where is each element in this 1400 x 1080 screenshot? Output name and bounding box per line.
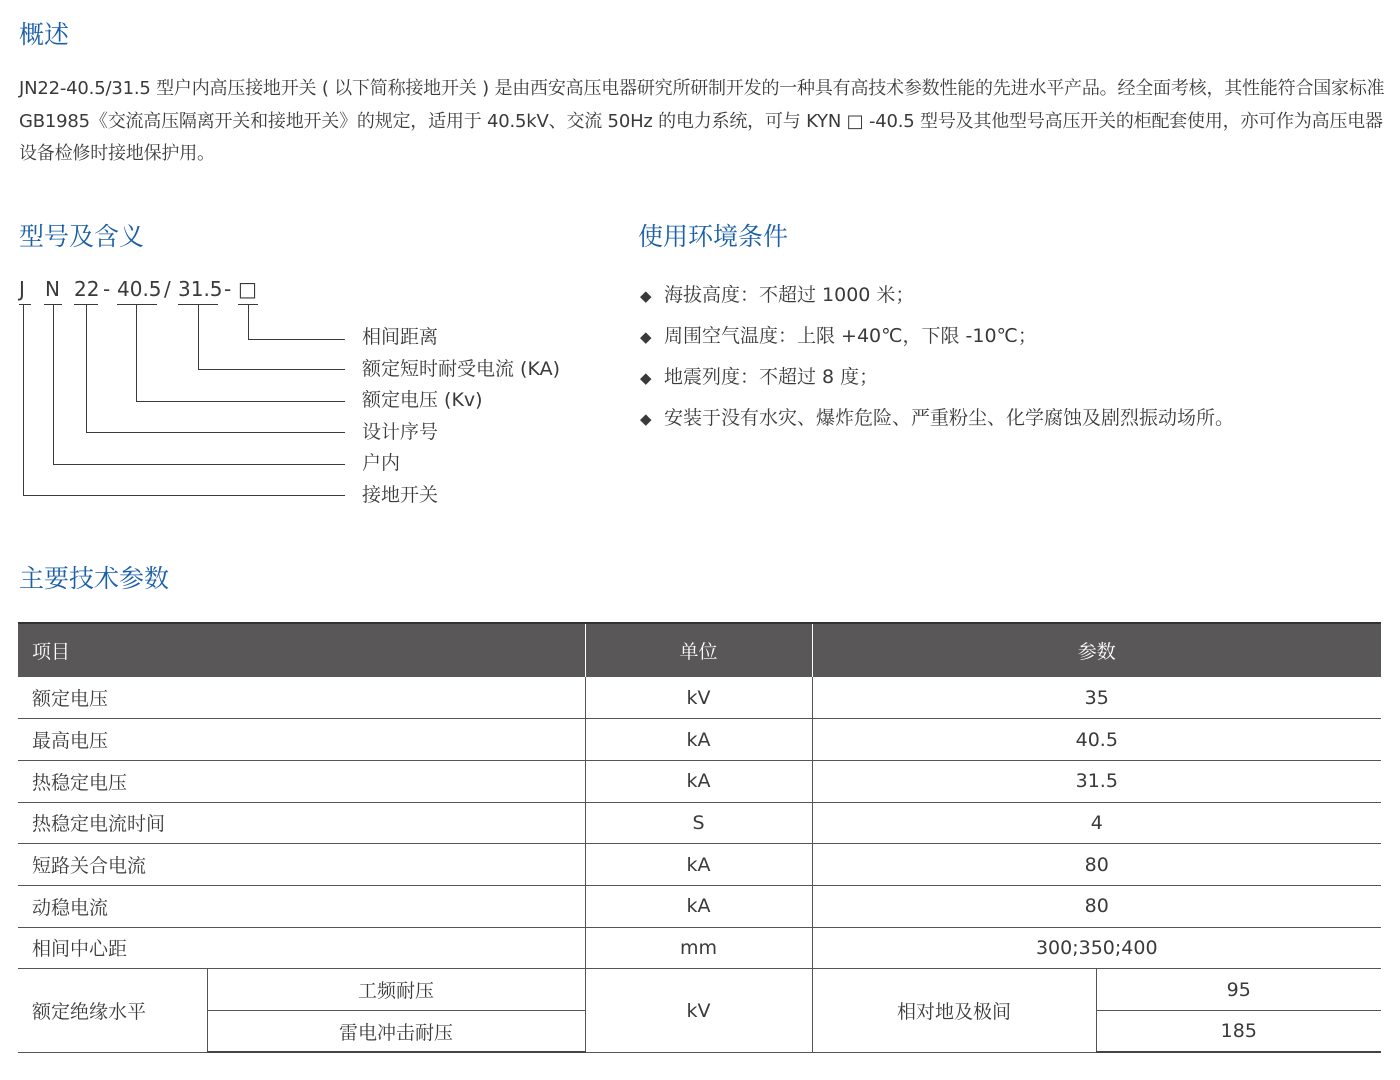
row-unit: S [585, 802, 812, 844]
table-row [18, 969, 1381, 1011]
env-item-earthquake: 地震列度：不超过 8 度； [664, 366, 879, 388]
code-char-slash: / [164, 277, 171, 301]
list-item [640, 398, 1234, 439]
diamond-bullet-icon: ◆ [640, 328, 652, 346]
code-char-22: 22 [74, 277, 100, 301]
insulation-value-2: 185 [1096, 1011, 1381, 1053]
row-value: 300;350;400 [812, 927, 1381, 969]
connector-h-40-5 [136, 401, 345, 402]
connector-v-22 [86, 304, 87, 432]
diamond-bullet-icon: ◆ [640, 369, 652, 387]
header-value: 参数 [812, 623, 1381, 677]
header-unit: 单位 [585, 623, 812, 677]
list-item [640, 275, 1234, 316]
diamond-bullet-icon: ◆ [640, 287, 652, 305]
row-value: 40.5 [812, 719, 1381, 761]
params-table [18, 622, 1381, 1053]
connector-v-box [248, 304, 249, 339]
row-value: 80 [812, 885, 1381, 927]
insulation-value-1: 95 [1096, 969, 1381, 1011]
insulation-condition: 相对地及极间 [812, 969, 1096, 1052]
row-item: 最高电压 [18, 719, 585, 761]
code-char-j: J [19, 277, 25, 301]
connector-v-n [53, 304, 54, 464]
table-row [18, 885, 1381, 927]
connector-v-40-5 [136, 304, 137, 401]
meaning-earthing-switch: 接地开关 [362, 484, 439, 506]
row-unit: kA [585, 719, 812, 761]
underline-40-5 [117, 304, 157, 305]
connector-h-j [23, 495, 345, 496]
row-item: 动稳电流 [18, 885, 585, 927]
diamond-bullet-icon: ◆ [640, 410, 652, 428]
table-row [18, 760, 1381, 802]
table-row [18, 844, 1381, 886]
row-unit: kA [585, 844, 812, 886]
connector-h-n [53, 464, 345, 465]
list-item [640, 357, 1234, 398]
code-char-box: □ [238, 277, 257, 301]
table-row [18, 802, 1381, 844]
row-value: 35 [812, 677, 1381, 719]
code-char-31-5: 31.5 [178, 277, 223, 301]
table-header-row [18, 623, 1381, 677]
row-unit: kV [585, 677, 812, 719]
connector-v-j [23, 304, 24, 495]
insulation-power-frequency: 工频耐压 [207, 969, 585, 1011]
header-item: 项目 [18, 623, 585, 677]
meaning-indoor: 户内 [362, 452, 401, 474]
table-row [18, 927, 1381, 969]
model-heading: 型号及含义 [19, 222, 145, 251]
insulation-item: 额定绝缘水平 [18, 969, 207, 1052]
row-unit: mm [585, 927, 812, 969]
table-row [18, 719, 1381, 761]
row-item: 相间中心距 [18, 927, 585, 969]
row-item: 热稳定电压 [18, 760, 585, 802]
row-item: 短路关合电流 [18, 844, 585, 886]
overview-heading: 概述 [19, 20, 70, 49]
code-char-40-5: 40.5 [117, 277, 162, 301]
row-item: 热稳定电流时间 [18, 802, 585, 844]
connector-h-box [248, 339, 345, 340]
list-item [640, 316, 1234, 357]
connector-h-22 [86, 432, 345, 433]
meaning-rated-voltage: 额定电压 (Kv) [362, 389, 483, 411]
row-item: 额定电压 [18, 677, 585, 719]
connector-h-31-5 [198, 369, 345, 370]
code-char-dash-2: - [224, 277, 232, 301]
meaning-design-serial: 设计序号 [362, 421, 439, 443]
params-heading: 主要技术参数 [19, 564, 170, 593]
meaning-phase-distance: 相间距离 [362, 326, 439, 348]
row-value: 80 [812, 844, 1381, 886]
env-item-installation: 安装于没有水灾、爆炸危险、严重粉尘、化学腐蚀及剧烈振动场所。 [664, 407, 1235, 429]
overview-paragraph: JN22-40.5/31.5 型户内高压接地开关 ( 以下简称接地开关 ) 是由西安高压电器研究所研制开发的一种具有高技术参数性能的先进水平产品。经全面考核，其性能符合国家标准 GB1985《交流高压隔离开关和接地开关》的规定，适用于 40.5kV、交流 50Hz 的电力系统，可与 KYN □ -40.5 型号及其他型号高压开关的柜配套使用，亦可作为高压电器设备检修时接地保护用。 [19, 78, 1385, 164]
code-char-dash-1: - [103, 277, 111, 301]
env-item-altitude: 海拔高度：不超过 1000 米； [664, 284, 915, 306]
table-row [18, 677, 1381, 719]
row-unit: kA [585, 760, 812, 802]
underline-j [19, 304, 31, 305]
row-value: 31.5 [812, 760, 1381, 802]
environment-heading: 使用环境条件 [638, 222, 789, 251]
connector-v-31-5 [198, 304, 199, 369]
row-value: 4 [812, 802, 1381, 844]
meaning-rated-short-time-current: 额定短时耐受电流 (KA) [362, 358, 560, 380]
code-char-n: N [45, 277, 60, 301]
row-unit: kA [585, 885, 812, 927]
insulation-lightning-impulse: 雷电冲击耐压 [207, 1011, 585, 1053]
insulation-unit: kV [585, 969, 812, 1052]
environment-list [640, 275, 1234, 439]
env-item-temperature: 周围空气温度：上限 +40℃，下限 -10℃； [664, 325, 1037, 347]
